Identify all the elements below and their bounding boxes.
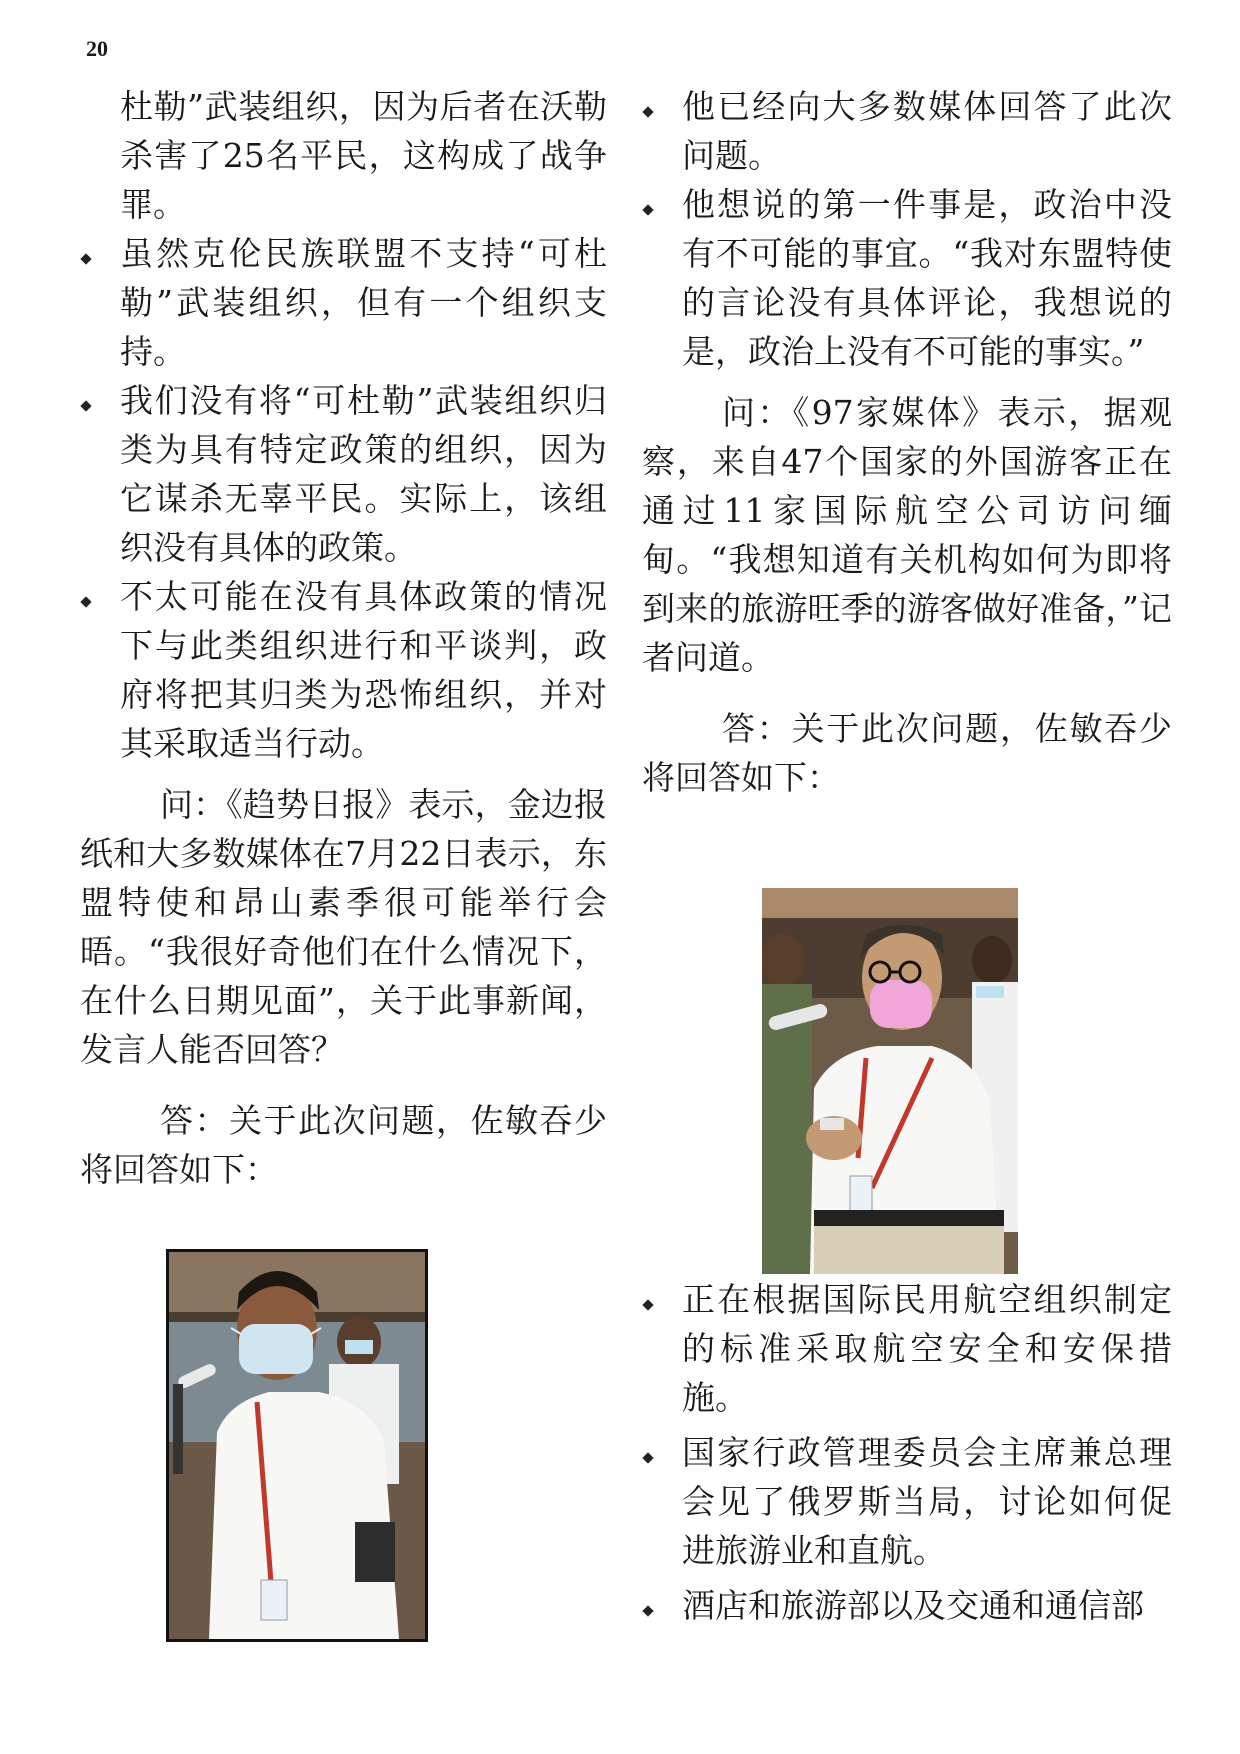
question-paragraph: 问：《趋势日报》表示，金边报纸和大多数媒体在7月22日表示，东盟特使和昂山素季很可能举行会晤。“我很好奇他们在什么情况下，在什么日期见面”，关于此事新闻，发言人能否回答？ — [80, 785, 607, 1069]
photo-illustration — [169, 1252, 425, 1639]
photo-speaker-blue-mask — [166, 1249, 428, 1642]
diamond-bullet-icon — [642, 1605, 653, 1616]
diamond-bullet-icon — [80, 596, 91, 607]
right-bottom-bullet-list — [642, 1275, 1172, 1630]
bullet-item — [642, 1581, 1172, 1630]
page-number: 20 — [86, 36, 108, 61]
diamond-bullet-icon — [80, 400, 91, 411]
photo-illustration — [762, 888, 1018, 1274]
continued-paragraph: 杜勒”武装组织，因为后者在沃勒杀害了25名平民，这构成了战争罪。 — [120, 87, 607, 224]
right-column — [642, 82, 1172, 1625]
bullet-item — [642, 1275, 1172, 1422]
bullet-text: 他已经向大多数媒体回答了此次问题。 — [682, 87, 1172, 175]
bullet-item — [642, 180, 1172, 376]
bullet-item — [642, 82, 1172, 180]
question-paragraph: 问：《97家媒体》表示，据观察，来自47个国家的外国游客正在通过11家国际航空公司访问缅甸。“我想知道有关机构如何为即将到来的旅游旺季的游客做好准备，”记者问道。 — [642, 393, 1172, 677]
photo-speaker-pink-mask — [762, 888, 1018, 1274]
answer-paragraph: 答：关于此次问题，佐敏吞少将回答如下： — [80, 1101, 607, 1189]
left-column — [80, 82, 607, 1194]
diamond-bullet-icon — [80, 253, 91, 264]
diamond-bullet-icon — [642, 106, 653, 117]
bullet-text: 酒店和旅游部以及交通和通信部 — [682, 1586, 1144, 1625]
bullet-item — [80, 572, 607, 768]
bullet-text: 虽然克伦民族联盟不支持“可杜勒”武装组织，但有一个组织支持。 — [120, 234, 607, 371]
bullet-item — [80, 229, 607, 376]
bullet-text: 国家行政管理委员会主席兼总理会见了俄罗斯当局，讨论如何促进旅游业和直航。 — [682, 1433, 1172, 1570]
answer-paragraph: 答：关于此次问题，佐敏吞少将回答如下： — [642, 709, 1172, 797]
bullet-item — [642, 1428, 1172, 1575]
diamond-bullet-icon — [642, 204, 653, 215]
right-top-bullet-list — [642, 82, 1172, 376]
bullet-item — [80, 376, 607, 572]
bullet-text: 正在根据国际民用航空组织制定的标准采取航空安全和安保措施。 — [682, 1280, 1172, 1417]
bullet-text: 他想说的第一件事是，政治中没有不可能的事宜。“我对东盟特使的言论没有具体评论，我想说的是，政治上没有不可能的事实。” — [682, 185, 1172, 371]
bullet-text: 不太可能在没有具体政策的情况下与此类组织进行和平谈判，政府将把其归类为恐怖组织，并对其采取适当行动。 — [120, 577, 607, 763]
diamond-bullet-icon — [642, 1299, 653, 1310]
bullet-text: 我们没有将“可杜勒”武装组织归类为具有特定政策的组织，因为它谋杀无辜平民。实际上，该组织没有具体的政策。 — [120, 381, 607, 567]
left-bullet-list — [80, 229, 607, 768]
diamond-bullet-icon — [642, 1452, 653, 1463]
